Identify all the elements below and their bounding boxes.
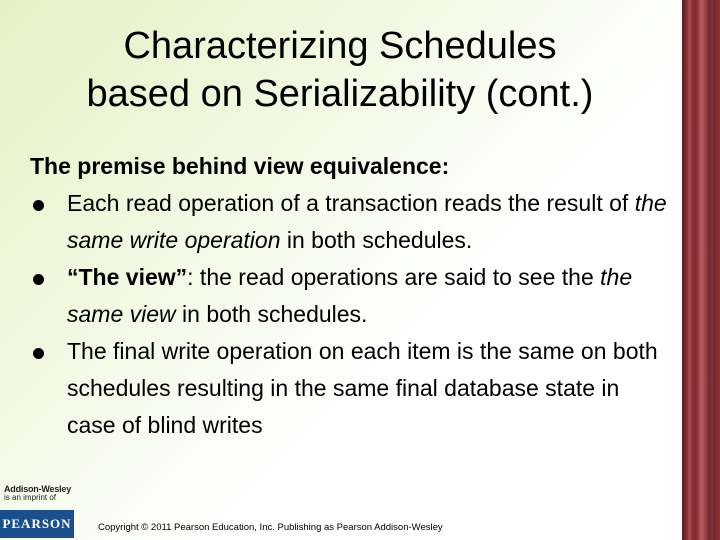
- bullet-text: Each read operation of a transaction reads the result of: [67, 190, 635, 216]
- bullet-strong: “The view”: [67, 264, 188, 290]
- bullet-text: : the read operations are said to see the: [187, 264, 601, 290]
- pearson-logo: PEARSON: [0, 510, 74, 538]
- bullet-emphasis: the same view: [67, 264, 633, 327]
- bullet-item: [30, 259, 670, 333]
- publisher-sub: is an imprint of: [4, 493, 57, 502]
- bullet-item: [30, 333, 670, 444]
- publisher-logo: [4, 484, 74, 502]
- slide-body: [30, 148, 670, 444]
- slide-title: [20, 22, 660, 118]
- title-line-2: based on Serializability (cont.): [86, 73, 594, 115]
- bullet-text: in both schedules.: [175, 301, 368, 327]
- bullet-emphasis: the same write operation: [67, 190, 667, 253]
- bullet-text: in both schedules.: [280, 227, 473, 253]
- decorative-side-bar: [682, 0, 720, 540]
- bullet-text: The final write operation on each item is the same on both schedules resulting in the same final database state in case of blind writes: [67, 338, 658, 438]
- title-line-1: Characterizing Schedules: [123, 25, 557, 67]
- bullet-icon: [33, 200, 44, 211]
- bullet-icon: [33, 274, 44, 285]
- copyright-text: Copyright © 2011 Pearson Education, Inc. Publishing as Pearson Addison-Wesley: [98, 522, 443, 533]
- section-heading: The premise behind view equivalence:: [30, 153, 450, 179]
- bullet-item: [30, 185, 670, 259]
- bullet-icon: [33, 348, 44, 359]
- publisher-name: Addison-Wesley: [4, 484, 72, 494]
